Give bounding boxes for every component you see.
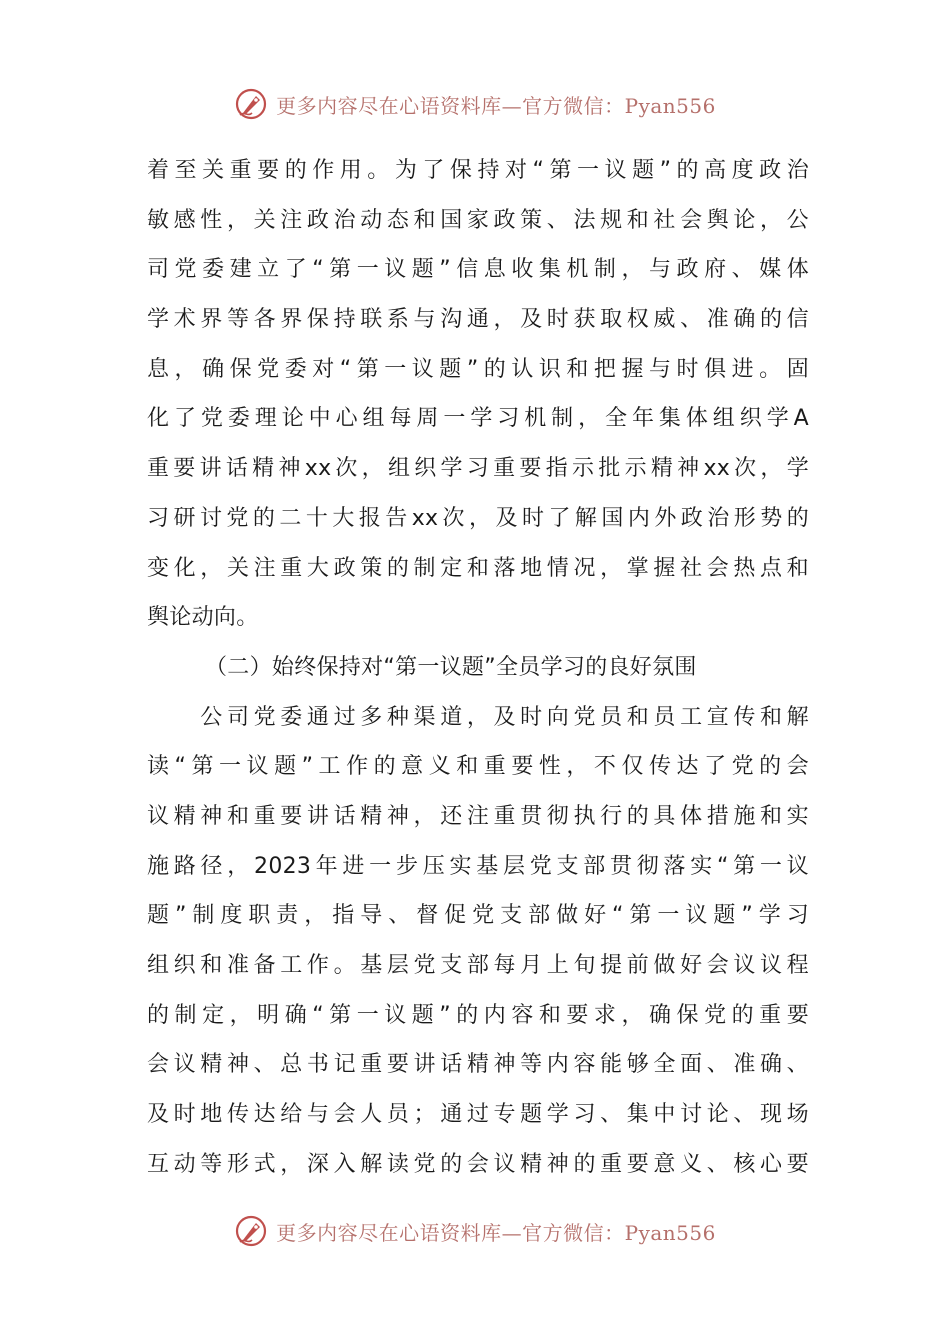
footer-watermark <box>0 1211 950 1251</box>
text-line: 习研讨党的二十大报告xx次，及时了解国内外政治形势的 <box>147 505 809 531</box>
text-line: 组织和准备工作。基层党支部每月上旬提前做好会议议程 <box>147 953 809 978</box>
text-line: 化了党委理论中心组每周一学习机制，全年集体组织学A <box>147 406 809 432</box>
text-line: 互动等形式，深入解读党的会议精神的重要意义、核心要 <box>147 1151 809 1177</box>
paragraph-1 <box>147 146 809 643</box>
text-line: 公司党委通过多种渠道，及时向党员和员工宣传和解 <box>147 704 809 730</box>
text-line: 会议精神、总书记重要讲话精神等内容能够全面、准确、 <box>147 1052 809 1078</box>
text-line: 读“第一议题”工作的意义和重要性，不仅传达了党的会 <box>147 754 809 780</box>
text-line: 变化，关注重大政策的制定和落地情况，掌握社会热点和 <box>147 555 809 581</box>
text-line: 着至关重要的作用。为了保持对“第一议题”的高度政治 <box>147 158 809 183</box>
document-body <box>147 146 809 1189</box>
text-line: 息，确保党委对“第一议题”的认识和把握与时俱进。固 <box>147 356 809 382</box>
pen-nib-logo-icon <box>234 87 268 121</box>
text-line: 的制定，明确“第一议题”的内容和要求，确保党的重要 <box>147 1002 809 1028</box>
text-line: 学术界等各界保持联系与沟通，及时获取权威、准确的信 <box>147 307 809 333</box>
pen-nib-logo-icon <box>234 1214 268 1248</box>
watermark-text: 更多内容尽在心语资料库—官方微信：Pyan556 <box>276 1220 716 1245</box>
text-line: 议精神和重要讲话精神，还注重贯彻执行的具体措施和实 <box>147 803 809 829</box>
text-line: 重要讲话精神xx次，组织学习重要指示批示精神xx次，学 <box>147 456 809 482</box>
text-line: 敏感性，关注政治动态和国家政策、法规和社会舆论，公 <box>147 207 809 233</box>
paragraph-2 <box>147 693 809 1190</box>
text-line: 司党委建立了“第一议题”信息收集机制，与政府、媒体 <box>147 257 809 283</box>
text-line: 舆论动向。 <box>147 605 259 631</box>
text-line: 及时地传达给与会人员；通过专题学习、集中讨论、现场 <box>147 1102 809 1128</box>
watermark-text: 更多内容尽在心语资料库—官方微信：Pyan556 <box>276 93 716 118</box>
text-line: 施路径，2023年进一步压实基层党支部贯彻落实“第一议 <box>147 853 809 879</box>
section-heading: （二）始终保持对“第一议题”全员学习的良好氛围 <box>205 654 697 680</box>
text-line: 题”制度职责，指导、督促党支部做好“第一议题”学习 <box>147 903 809 929</box>
header-watermark <box>0 84 950 124</box>
